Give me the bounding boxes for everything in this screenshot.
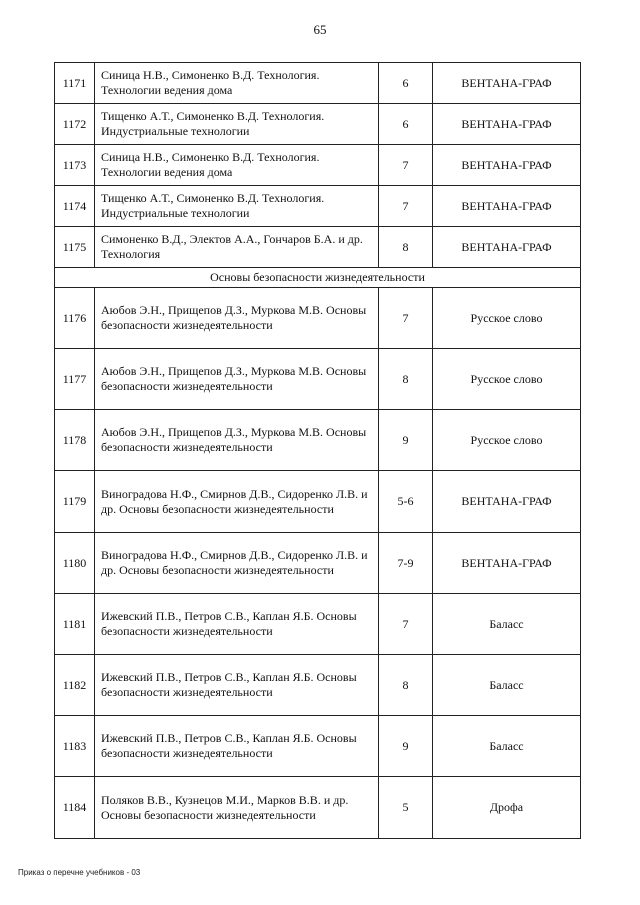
table-row	[55, 716, 581, 777]
book-title: Тищенко А.Т., Симоненко В.Д. Технология. Индустриальные технологии	[95, 186, 379, 227]
publisher: Русское слово	[433, 288, 581, 349]
row-number: 1183	[55, 716, 95, 777]
table-row	[55, 104, 581, 145]
table-row	[55, 186, 581, 227]
publisher: ВЕНТАНА-ГРАФ	[433, 471, 581, 533]
row-number: 1173	[55, 145, 95, 186]
section-row	[55, 268, 581, 288]
row-number: 1175	[55, 227, 95, 268]
publisher: Баласс	[433, 594, 581, 655]
grade: 6	[379, 63, 433, 104]
table-row	[55, 655, 581, 716]
publisher: ВЕНТАНА-ГРАФ	[433, 145, 581, 186]
book-title: Аюбов Э.Н., Прищепов Д.З., Муркова М.В. Основы безопасности жизнедеятельности	[95, 410, 379, 471]
publisher: ВЕНТАНА-ГРАФ	[433, 104, 581, 145]
table-row	[55, 410, 581, 471]
grade: 9	[379, 410, 433, 471]
table-row	[55, 471, 581, 533]
book-title: Синица Н.В., Симоненко В.Д. Технология. Технологии ведения дома	[95, 63, 379, 104]
grade: 5	[379, 777, 433, 839]
footer-note: Приказ о перечне учебников - 03	[18, 868, 141, 877]
row-number: 1174	[55, 186, 95, 227]
row-number: 1176	[55, 288, 95, 349]
grade: 7-9	[379, 533, 433, 594]
row-number: 1180	[55, 533, 95, 594]
publisher: ВЕНТАНА-ГРАФ	[433, 227, 581, 268]
table-row	[55, 145, 581, 186]
table-row	[55, 777, 581, 839]
grade: 7	[379, 186, 433, 227]
book-title: Ижевский П.В., Петров С.В., Каплан Я.Б. Основы безопасности жизнедеятельности	[95, 594, 379, 655]
grade: 9	[379, 716, 433, 777]
row-number: 1177	[55, 349, 95, 410]
page-number: 65	[313, 22, 327, 37]
book-title: Аюбов Э.Н., Прищепов Д.З., Муркова М.В. Основы безопасности жизнедеятельности	[95, 349, 379, 410]
publisher: Дрофа	[433, 777, 581, 839]
book-title: Симоненко В.Д., Электов А.А., Гончаров Б.А. и др. Технология	[95, 227, 379, 268]
table-row	[55, 288, 581, 349]
table-row	[55, 227, 581, 268]
book-title: Аюбов Э.Н., Прищепов Д.З., Муркова М.В. Основы безопасности жизнедеятельности	[95, 288, 379, 349]
row-number: 1179	[55, 471, 95, 533]
row-number: 1171	[55, 63, 95, 104]
book-title: Синица Н.В., Симоненко В.Д. Технология. Технологии ведения дома	[95, 145, 379, 186]
book-title: Поляков В.В., Кузнецов М.И., Марков В.В. и др. Основы безопасности жизнедеятельности	[95, 777, 379, 839]
book-title: Виноградова Н.Ф., Смирнов Д.В., Сидоренко Л.В. и др. Основы безопасности жизнедеятельности	[95, 471, 379, 533]
publisher: ВЕНТАНА-ГРАФ	[433, 186, 581, 227]
grade: 7	[379, 145, 433, 186]
grade: 7	[379, 288, 433, 349]
row-number: 1182	[55, 655, 95, 716]
publisher: Русское слово	[433, 410, 581, 471]
row-number: 1172	[55, 104, 95, 145]
book-title: Ижевский П.В., Петров С.В., Каплан Я.Б. Основы безопасности жизнедеятельности	[95, 655, 379, 716]
textbook-table	[54, 62, 581, 839]
table-row	[55, 533, 581, 594]
grade: 8	[379, 655, 433, 716]
table-row	[55, 349, 581, 410]
publisher: ВЕНТАНА-ГРАФ	[433, 533, 581, 594]
book-title: Ижевский П.В., Петров С.В., Каплан Я.Б. Основы безопасности жизнедеятельности	[95, 716, 379, 777]
grade: 8	[379, 349, 433, 410]
table-row	[55, 63, 581, 104]
publisher: Баласс	[433, 716, 581, 777]
grade: 5-6	[379, 471, 433, 533]
publisher: Русское слово	[433, 349, 581, 410]
publisher: ВЕНТАНА-ГРАФ	[433, 63, 581, 104]
row-number: 1178	[55, 410, 95, 471]
row-number: 1181	[55, 594, 95, 655]
row-number: 1184	[55, 777, 95, 839]
section-title: Основы безопасности жизнедеятельности	[55, 268, 581, 288]
book-title: Тищенко А.Т., Симоненко В.Д. Технология. Индустриальные технологии	[95, 104, 379, 145]
publisher: Баласс	[433, 655, 581, 716]
grade: 8	[379, 227, 433, 268]
grade: 7	[379, 594, 433, 655]
grade: 6	[379, 104, 433, 145]
book-title: Виноградова Н.Ф., Смирнов Д.В., Сидоренко Л.В. и др. Основы безопасности жизнедеятельности	[95, 533, 379, 594]
table-row	[55, 594, 581, 655]
